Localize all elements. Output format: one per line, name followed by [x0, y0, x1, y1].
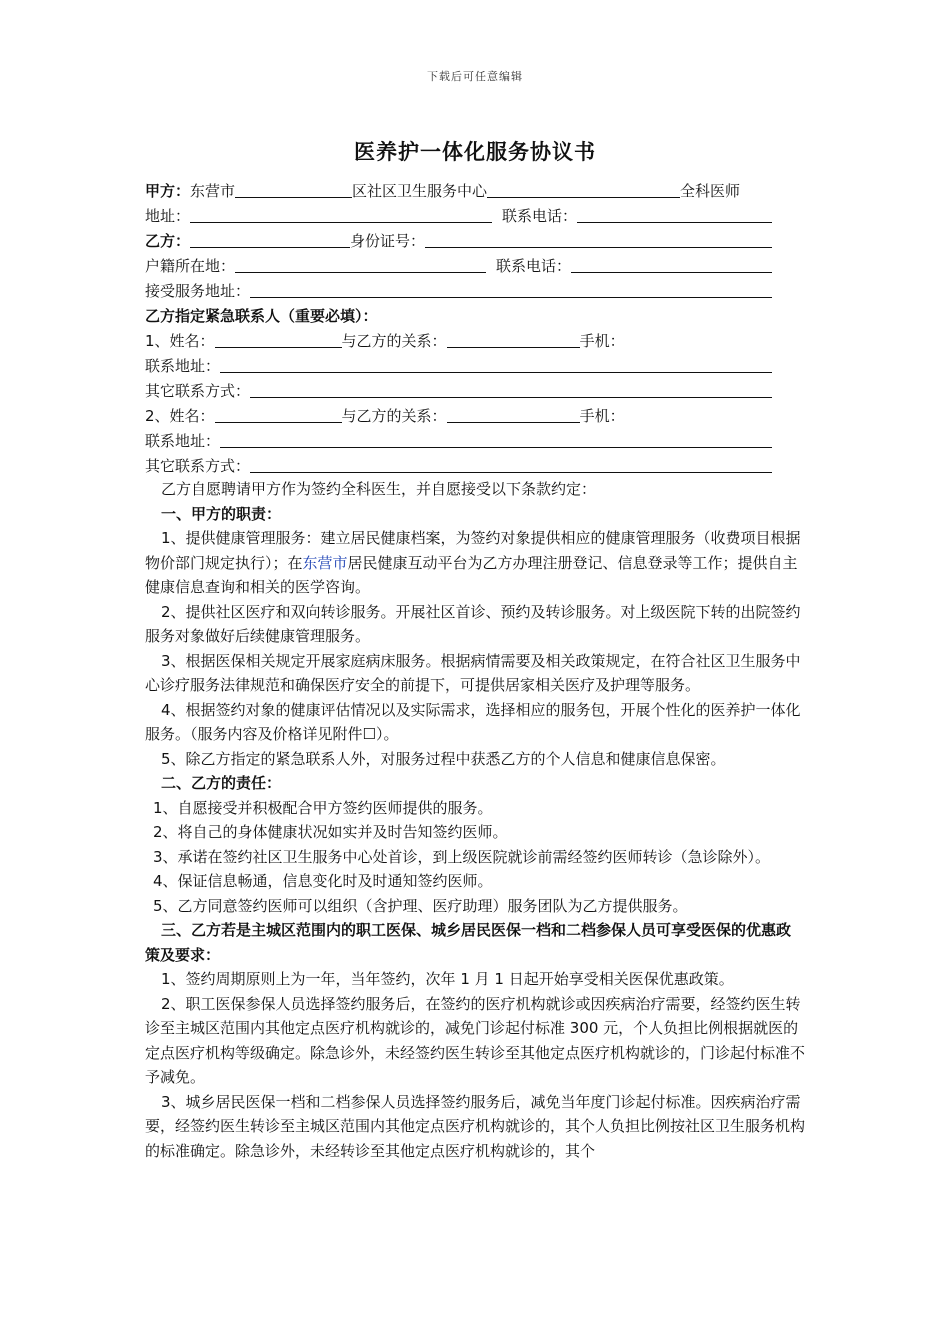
- emergency-title-row: [145, 301, 772, 326]
- other-contact-label: 其它联系方式：: [145, 382, 251, 400]
- section2-item1: 1、自愿接受并积极配合甲方签约医师提供的服务。: [153, 798, 493, 817]
- other-contact-label: 其它联系方式：: [145, 457, 251, 475]
- party-b-row: [145, 226, 772, 251]
- section1-item1: [145, 526, 805, 600]
- service-address-blank[interactable]: [250, 280, 772, 298]
- agreement-body: [145, 477, 805, 1163]
- party-a-doctor: 全科医师: [680, 182, 741, 200]
- id-number-blank[interactable]: [425, 230, 772, 248]
- party-a-label: 甲方：: [145, 182, 191, 200]
- contact2-other-blank[interactable]: [250, 455, 772, 473]
- party-a-address-row: [145, 201, 772, 226]
- dongying-link[interactable]: 东营市: [302, 553, 348, 572]
- address-label: 地址：: [145, 207, 191, 225]
- section1-item1-text-a: 1、提供健康管理服务：建立居民健康档案，为签约对象提供相应的健康管理服务（收费项目根据物价部门规定执行）；在: [145, 529, 801, 572]
- mobile-label: 手机：: [579, 332, 625, 350]
- section3-item2: 2、职工医保参保人员选择签约服务后，在签约的医疗机构就诊或因疾病治疗需要，经签约医生转诊至主城区范围内其他定点医疗机构就诊的，减免门诊起付标准 300 元，个人负担比例根据就医的定点医疗机构等级确定。除急诊外，未经签约医生转诊至其他定点医疗机构就诊的，门诊起付标准不予减免。: [145, 994, 806, 1086]
- contact1-address-blank[interactable]: [220, 355, 772, 373]
- party-a-phone-blank[interactable]: [577, 205, 772, 223]
- party-a-district: 区社区卫生服务中心: [352, 182, 488, 200]
- section1-title: 一、甲方的职责：: [161, 504, 282, 523]
- section3-item1: 1、签约周期原则上为一年，当年签约，次年 1 月 1 日起开始享受相关医保优惠政策。: [161, 970, 734, 988]
- contact2-name-label: 2、姓名：: [145, 407, 215, 425]
- relation-label: 与乙方的关系：: [341, 332, 447, 350]
- contact2-address-row: [145, 426, 772, 451]
- phone-label: 联系电话：: [502, 207, 578, 225]
- contact1-other-row: [145, 376, 772, 401]
- id-label: 身份证号：: [350, 232, 426, 250]
- contact-address-label: 联系地址：: [145, 432, 221, 450]
- section2-item4: 4、保证信息畅通，信息变化时及时通知签约医师。: [153, 872, 493, 890]
- section2-item5: 5、乙方同意签约医师可以组织（含护理、医疗助理）服务团队为乙方提供服务。: [153, 896, 688, 915]
- intro-paragraph: 乙方自愿聘请甲方作为签约全科医生，并自愿接受以下条款约定：: [161, 480, 597, 498]
- mobile-label: 手机：: [579, 407, 625, 425]
- contact1-name-label: 1、姓名：: [145, 332, 215, 350]
- service-address-label: 接受服务地址：: [145, 282, 251, 300]
- party-a-city: 东营市: [190, 182, 236, 200]
- section1-item5: 5、除乙方指定的紧急联系人外，对服务过程中获悉乙方的个人信息和健康信息保密。: [161, 749, 726, 768]
- party-b-name-blank[interactable]: [190, 230, 350, 248]
- party-b-label: 乙方：: [145, 232, 191, 250]
- section2-item3: 3、承诺在签约社区卫生服务中心处首诊，到上级医院就诊前需经签约医师转诊（急诊除外）。: [153, 847, 771, 866]
- section1-item4: [145, 698, 805, 747]
- phone-label: 联系电话：: [496, 257, 572, 275]
- party-a-row: [145, 176, 772, 201]
- emergency-contact-title: 乙方指定紧急联系人（重要必填）：: [145, 307, 378, 325]
- service-address-row: [145, 276, 772, 301]
- contact2-name-blank[interactable]: [215, 405, 342, 423]
- checkbox-icon: ☐: [362, 725, 376, 743]
- contact-address-label: 联系地址：: [145, 357, 221, 375]
- section2-title: 二、乙方的责任：: [161, 774, 282, 792]
- section1-item1-text-b: 居民健康互动平台为乙方办理注册登记、信息登录等工作；提供自主健康信息查询和相关的医学咨询。: [145, 553, 798, 596]
- section1-item2: 2、提供社区医疗和双向转诊服务。开展社区首诊、预约及转诊服务。对上级医院下转的出院签约服务对象做好后续健康管理服务。: [145, 602, 801, 645]
- party-b-phone-blank[interactable]: [571, 255, 772, 273]
- contact2-relation-blank[interactable]: [447, 405, 580, 423]
- contact2-other-row: [145, 451, 772, 476]
- contact1-address-row: [145, 351, 772, 376]
- header-note: 下载后可任意编辑: [427, 70, 523, 83]
- contact1-row: [145, 326, 772, 351]
- section2-item2: 2、将自己的身体健康状况如实并及时告知签约医师。: [153, 823, 508, 841]
- hukou-row: [145, 251, 772, 276]
- contact2-row: [145, 401, 772, 426]
- contact2-address-blank[interactable]: [220, 430, 772, 448]
- center-blank[interactable]: [487, 180, 680, 198]
- district-blank[interactable]: [235, 180, 352, 198]
- section1-item3: 3、根据医保相关规定开展家庭病床服务。根据病情需要及相关政策规定，在符合社区卫生服务中心诊疗服务法律规范和确保医疗安全的前提下，可提供居家相关医疗及护理等服务。: [145, 651, 801, 694]
- party-a-address-blank[interactable]: [190, 205, 492, 223]
- section1-item4-text-b: ）。: [375, 725, 399, 743]
- contact1-name-blank[interactable]: [215, 330, 342, 348]
- section1-item4-text-a: 4、根据签约对象的健康评估情况以及实际需求，选择相应的服务包，开展个性化的医养护一体化服务。（服务内容及价格详见附件: [145, 700, 801, 743]
- section3-title: 三、乙方若是主城区范围内的职工医保、城乡居民医保一档和二档参保人员可享受医保的优惠政策及要求：: [145, 921, 792, 964]
- party-info-form: [145, 176, 772, 476]
- relation-label: 与乙方的关系：: [341, 407, 447, 425]
- hukou-label: 户籍所在地：: [145, 257, 236, 275]
- section3-item3: 3、城乡居民医保一档和二档参保人员选择签约服务后，减免当年度门诊起付标准。因疾病治疗需要，经签约医生转诊至主城区范围内其他定点医疗机构就诊的，其个人负担比例按社区卫生服务机构的标准确定。除急诊外，未经转诊至其他定点医疗机构就诊的，其个: [145, 1092, 806, 1160]
- contact1-other-blank[interactable]: [250, 380, 772, 398]
- contact1-relation-blank[interactable]: [447, 330, 580, 348]
- document-title: 医养护一体化服务协议书: [354, 140, 596, 164]
- hukou-blank[interactable]: [235, 255, 486, 273]
